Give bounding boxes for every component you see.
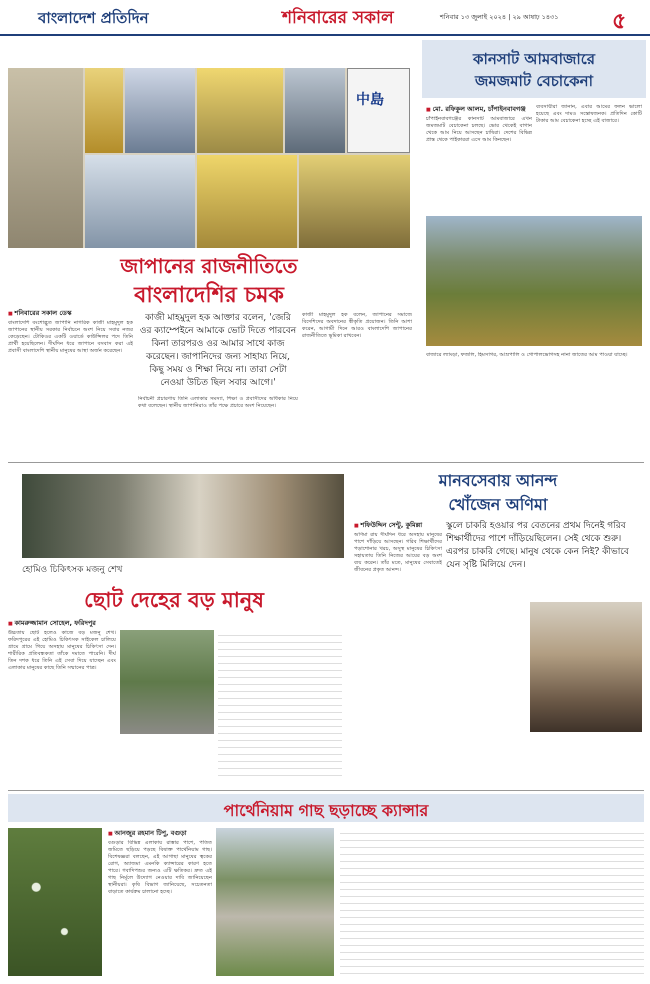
- collage-tile: [85, 155, 195, 248]
- article-japan-body-right: কাজী মাহমুদুল হক বলেন, জাপানের সমাজে বিদেশিদের অবদানের স্বীকৃতি প্রয়োজন। তিনি আশা করেন, আগামী দিনে আরও বাংলাদেশি জাপানের রাজনীতিতে ভূমিকা রাখবেন।: [302, 312, 412, 339]
- article-homeopath-cycle-photo: [120, 630, 214, 734]
- masthead: [0, 0, 650, 36]
- article-parthenium-plant-photo: [8, 828, 102, 976]
- text-columns-right: [218, 630, 342, 780]
- article-japan-headline-1: জাপানের রাজনীতিতে: [120, 254, 298, 278]
- article-japan-headline-2: বাংলাদেশির চমক: [134, 282, 284, 308]
- horizontal-divider: [8, 790, 644, 791]
- newspaper-name: বাংলাদেশ প্রতিদিন: [38, 9, 149, 27]
- article-parthenium: [0, 794, 650, 984]
- collage-tile: [285, 68, 345, 153]
- article-parthenium-byline: ■ আনজুর রহমান টিপু, বগুড়া: [108, 828, 187, 839]
- article-homeopath-body: উচ্চতায় ছোট হলেও কাজে বড় মজনু শেখ। ফরিদপুরের এই হোমিও চিকিৎসক সাইকেল চালিয়ে গ্রামে গ্রামে গিয়ে অসহায় মানুষের চিকিৎসা দেন। শারীরিক প্রতিবন্ধকতা তাঁকে দমাতে পারেনি। দীর্ঘ তিন দশক ধরে তিনি এই সেবা দিয়ে যাচ্ছেন এবং এলাকার মানুষের কাছে তিনি সম্মানের পাত্র।: [8, 630, 116, 671]
- collage-tile: [85, 68, 123, 153]
- article-mango-byline: ■ মো. রফিকুল আলম, চাঁপাইনবাবগঞ্জ: [426, 104, 526, 115]
- article-animaa-lead: স্কুলে চাকরি হওয়ার পর বেতনের প্রথম দিনেই গরিব শিক্ষার্থীদের পাশে দাঁড়িয়েছিলেন। সেই থেকে শুরু। এরপর চাকরি গেছে। মানুষ থেকে কেন নিই? কীভাবে যেন সৃষ্টি মিলিয়ে দেন।: [446, 521, 629, 570]
- text-columns-right: [340, 828, 644, 976]
- horizontal-divider: [8, 462, 644, 463]
- collage-tile: [8, 68, 83, 248]
- article-animaa-byline: ■ শফিউদ্দিন সেন্টু, কুমিল্লা: [354, 520, 422, 531]
- article-animaa-body: অণিমা রায় দীর্ঘদিন ধরে অসহায় মানুষের পাশে দাঁড়িয়ে আসছেন। গরিব শিক্ষার্থীদের পড়াশোনার খরচ, অসুস্থ মানুষের চিকিৎসা সহায়তায় তিনি নিজের আয়ের বড় অংশ ব্যয় করেন। তাঁর মতে, মানুষের সেবাতেই জীবনের প্রকৃত আনন্দ।: [354, 532, 442, 573]
- article-animaa: [350, 466, 646, 788]
- collage-tile: [299, 155, 410, 248]
- collage-tile: [197, 155, 297, 248]
- campaign-poster: [347, 68, 410, 153]
- page-number: ৫: [612, 9, 627, 34]
- homeopath-photo: [22, 474, 344, 558]
- article-japan-photo-collage: [8, 68, 410, 248]
- article-mango-market: [422, 40, 646, 460]
- supplement-title: শনিবারের সকাল: [282, 8, 394, 28]
- article-mango-headline-2: জমজমাট বেচাকেনা: [475, 72, 593, 90]
- collage-tile: [125, 68, 195, 153]
- article-parthenium-road-photo: [216, 828, 334, 976]
- dateline: শনিবার ১৩ জুলাই ২০২৪ | ২৯ আষাঢ় ১৪৩১: [440, 13, 559, 21]
- article-japan-byline: ■ শনিবারের সকাল ডেস্ক: [8, 308, 72, 319]
- article-animaa-photo: [530, 602, 642, 732]
- article-homeopath-byline: ■ কামরুজ্জামান সোহেল, ফরিদপুর: [8, 618, 96, 629]
- article-japan-body-left: বাংলাদেশি বংশোদ্ভূত জাপানি নাগরিক কাজী মাহমুদুল হক জাপানের স্থানীয় সরকার নির্বাচনে অংশ নিয়ে সবার নজর কেড়েছেন। টোকিওর একটি ওয়ার্ডে কাউন্সিলর পদে তিনি প্রার্থী হয়েছিলেন। দীর্ঘদিন ধরে জাপানে বসবাস করা এই প্রবাসী বাংলাদেশি স্থানীয় মানুষের আস্থা অর্জন করেছেন।: [8, 320, 133, 354]
- article-japan: [0, 40, 418, 460]
- article-homeopath: [0, 578, 348, 788]
- article-mango-headline-1: কানসাট আমবাজারে: [472, 50, 596, 68]
- article-parthenium-headline: পার্থেনিয়াম গাছ ছড়াচ্ছে ক্যান্সার: [223, 801, 429, 820]
- homeopath-photo-caption: হোমিও চিকিৎসক মজনু শেখ: [22, 565, 123, 575]
- article-japan-pull-quote: কাজী মাহমুদুল হক আক্তার বলেন, 'জেরি ওর ক্যাম্পেইনে আমাকে ভোট দিতে পারবেন কিনা তারপরও ওর আমার সাথে কাজ করেছেন। জাপানিদের জন্য সাহায্য নিয়ে, কিছু সময় ও শিক্ষা নিয়ে না। তারা সেটা নেওয়া উচিত ছিল সবার আগে।': [139, 313, 297, 388]
- campaign-poster-text: 中島: [356, 92, 384, 108]
- article-mango-body-right: ব্যবসায়ীরা জানান, এবার আমের ফলন ভালো হয়েছে এবং দামও সন্তোষজনক। প্রতিদিন কোটি টাকার আম বেচাকেনা হচ্ছে এই বাজারে।: [536, 104, 642, 124]
- article-animaa-headline-2: খোঁজেন অণিমা: [448, 495, 548, 514]
- article-animaa-headline-1: মানবসেবায় আনন্দ: [438, 471, 558, 490]
- article-japan-body-mid: নির্বাচনী প্রচারণায় তিনি এলাকার সমস্যা, শিক্ষা ও প্রবাসীদের অধিকার নিয়ে কথা বলেছেন। স্থানীয় জাপানিরাও তাঁর পক্ষে প্রচারে অংশ নিয়েছেন।: [138, 396, 298, 409]
- collage-tile: [197, 68, 283, 153]
- article-parthenium-body: বগুড়ার বিভিন্ন এলাকায় রাস্তার পাশে, পতিত জমিতে ছড়িয়ে পড়ছে বিষাক্ত পার্থেনিয়াম গাছ। বিশেষজ্ঞরা বলছেন, এই আগাছা মানুষের ত্বকের রোগ, অ্যাজমা এমনকি ক্যান্সারের কারণ হতে পারে। গবাদিপশুর জন্যও এটি ক্ষতিকর। দ্রুত এই গাছ নির্মূলে উদ্যোগ নেওয়ার দাবি জানিয়েছেন স্থানীয়রা। কৃষি বিভাগ জানিয়েছে, সচেতনতা বাড়াতে কার্যক্রম চালানো হচ্ছে।: [108, 840, 212, 895]
- article-homeopath-headline: ছোট দেহের বড় মানুষ: [84, 587, 264, 612]
- article-mango-body-left: চাঁপাইনবাবগঞ্জের কানসাট আমবাজারে এখন জমজমাট বেচাকেনা চলছে। ভোর থেকেই বাগান থেকে আম নিয়ে আসছেন চাষিরা। দেশের বিভিন্ন প্রান্ত থেকে পাইকাররা এসে আম কিনছেন।: [426, 116, 532, 143]
- article-mango-body-bottom: বাজারে ল্যাংড়া, ফজলি, হিমসাগর, আম্রপালি ও গোপালভোগসহ নানা জাতের আম পাওয়া যাচ্ছে।: [426, 352, 628, 358]
- article-mango-photo: [426, 216, 642, 346]
